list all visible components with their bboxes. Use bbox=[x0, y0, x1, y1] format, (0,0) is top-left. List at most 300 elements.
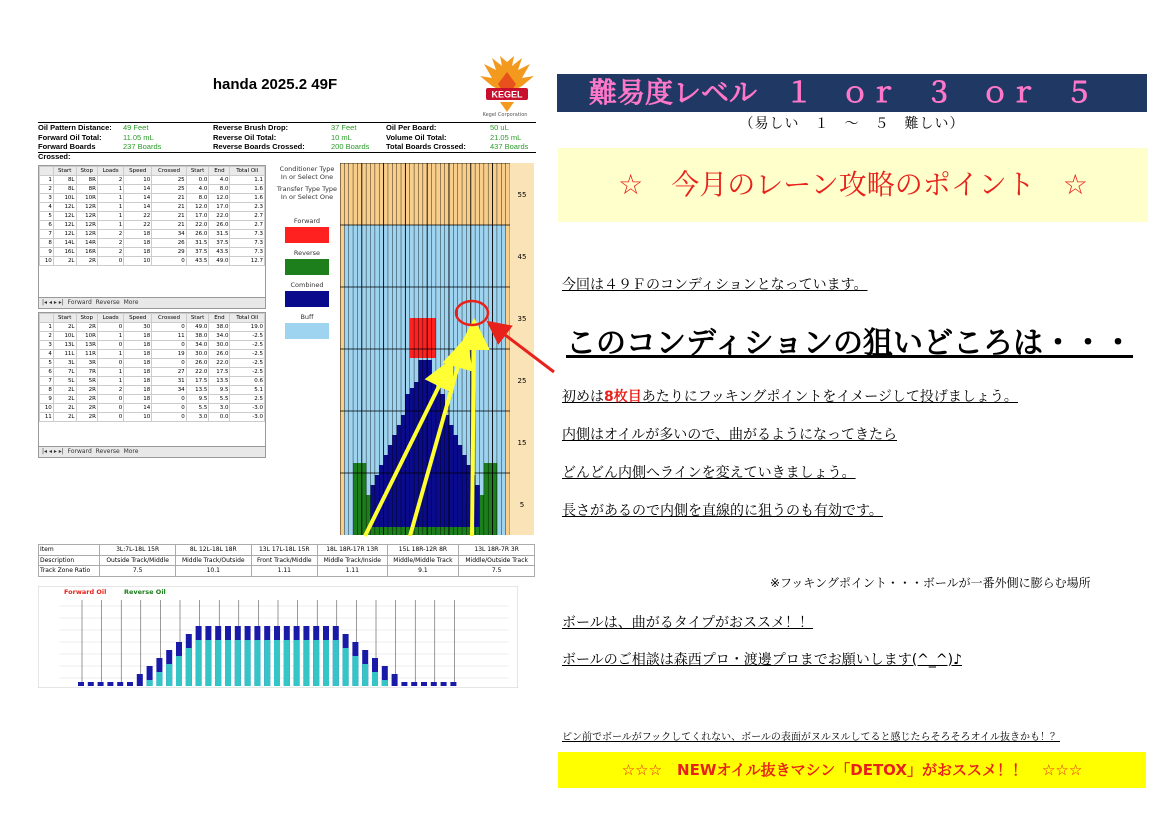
table-cell: 3R bbox=[76, 359, 97, 368]
table-cell: 22 bbox=[124, 212, 152, 221]
graph-bar-reverse bbox=[186, 648, 192, 686]
table-cell: 25 bbox=[152, 176, 186, 185]
table-cell: 10 bbox=[124, 176, 152, 185]
advice-line-1-pre: 初めは bbox=[562, 389, 604, 405]
table-cell: 2R bbox=[76, 386, 97, 395]
table-cell: 8 bbox=[40, 386, 54, 395]
table-header: Crossed bbox=[152, 314, 186, 323]
graph-bar-reverse bbox=[264, 640, 270, 686]
table-cell: 4 bbox=[40, 203, 54, 212]
table-header: Stop bbox=[76, 314, 97, 323]
kegel-logo bbox=[476, 54, 538, 116]
table-cell: 0 bbox=[97, 395, 123, 404]
reverse-oil-bar bbox=[479, 495, 484, 535]
table-header bbox=[40, 314, 54, 323]
summary-row bbox=[38, 142, 536, 161]
summary-label: Oil Per Board: bbox=[386, 123, 437, 132]
combined-oil-bar bbox=[471, 475, 476, 527]
table-cell: 0 bbox=[152, 323, 186, 332]
table-cell: 0.6 bbox=[230, 377, 265, 386]
combined-oil-bar bbox=[414, 382, 419, 527]
table-cell: 1.11 bbox=[318, 566, 388, 577]
table-cell: 14L bbox=[53, 239, 76, 248]
table-row bbox=[39, 555, 535, 566]
table-cell: 25 bbox=[152, 185, 186, 194]
table-cell: 2L bbox=[53, 323, 76, 332]
summary-label: Oil Pattern Distance: bbox=[38, 123, 112, 132]
summary-label: Total Boards Crossed: bbox=[386, 142, 466, 151]
table-cell: 2 bbox=[97, 239, 123, 248]
table-row bbox=[40, 323, 265, 332]
table-cell: 0 bbox=[152, 404, 186, 413]
table-cell: 10L bbox=[53, 194, 76, 203]
graph-bar-reverse bbox=[205, 640, 211, 686]
table-cell: 18 bbox=[124, 239, 152, 248]
table-cell: 1 bbox=[97, 203, 123, 212]
tab-more[interactable]: More bbox=[123, 299, 139, 306]
table-header: Loads bbox=[97, 314, 123, 323]
track-zone-table bbox=[38, 544, 535, 577]
graph-bar-total bbox=[78, 682, 84, 686]
graph-bar-reverse bbox=[372, 672, 378, 686]
table-cell: 4 bbox=[40, 350, 54, 359]
table-cell: -2.5 bbox=[230, 359, 265, 368]
table-row bbox=[40, 185, 265, 194]
table-cell: Item bbox=[39, 545, 100, 556]
table-cell: 0 bbox=[97, 404, 123, 413]
graph-bar-total bbox=[107, 682, 113, 686]
combined-oil-bar bbox=[427, 360, 432, 527]
table-cell: 31.5 bbox=[186, 239, 209, 248]
tab-reverse[interactable]: Reverse bbox=[95, 299, 120, 306]
distance-label: 15 bbox=[517, 439, 527, 447]
table-cell: 5.5 bbox=[186, 404, 209, 413]
summary-label: Forward Oil Total: bbox=[38, 132, 102, 142]
table-cell: 43.5 bbox=[209, 248, 230, 257]
advice-line-2: 内側はオイルが多いので、曲がるようになってきたら bbox=[562, 427, 898, 443]
table-cell: 17.5 bbox=[186, 377, 209, 386]
distance-label: 25 bbox=[517, 377, 527, 385]
table-cell: 8L bbox=[53, 185, 76, 194]
table-cell: 13L 17L-18L 15R bbox=[251, 545, 317, 556]
advice-line-1-post: あたりにフッキングポイントをイメージして投げましょう。 bbox=[641, 389, 1018, 405]
reverse-oil-bar bbox=[484, 463, 489, 535]
table-cell: 12L bbox=[53, 203, 76, 212]
table-cell: 4.0 bbox=[186, 185, 209, 194]
table-cell: 18 bbox=[124, 332, 152, 341]
graph-bar-reverse bbox=[215, 640, 221, 686]
oil-volume-graph bbox=[38, 586, 518, 688]
reverse-steps-window bbox=[38, 312, 266, 458]
table-header: Start bbox=[186, 167, 209, 176]
combined-oil-bar bbox=[432, 382, 437, 527]
table-cell: 3.0 bbox=[209, 404, 230, 413]
table-cell: 21 bbox=[152, 194, 186, 203]
table-cell: 13L bbox=[53, 341, 76, 350]
tab-more[interactable]: More bbox=[123, 448, 139, 455]
table-cell: 30.0 bbox=[186, 350, 209, 359]
advice-line-3: どんどん内側へラインを変えていきましょう。 bbox=[562, 465, 856, 481]
graph-bar-total bbox=[98, 682, 104, 686]
combined-oil-bar bbox=[384, 455, 389, 527]
reverse-sheet-tabs[interactable]: |◂ ◂ ▸ ▸| Forward Reverse More bbox=[39, 446, 265, 457]
table-cell: 2L bbox=[53, 413, 76, 422]
table-header: Crossed bbox=[152, 167, 186, 176]
table-cell: 0.0 bbox=[209, 413, 230, 422]
combined-oil-bar bbox=[458, 445, 463, 527]
difficulty-banner: 難易度レベル １ ｏｒ ３ ｏｒ ５ bbox=[557, 74, 1147, 112]
table-row bbox=[40, 257, 265, 266]
graph-bar-reverse bbox=[254, 640, 260, 686]
table-cell: 8.0 bbox=[209, 185, 230, 194]
summary-value: 237 Boards bbox=[123, 142, 162, 151]
conditioner-label: Conditioner Type In or Select One bbox=[279, 165, 335, 181]
table-row bbox=[40, 368, 265, 377]
summary-value: 21.05 mL bbox=[490, 132, 522, 142]
table-cell: 4.0 bbox=[209, 176, 230, 185]
table-cell: 19.0 bbox=[230, 323, 265, 332]
table-cell: 18 bbox=[124, 341, 152, 350]
table-cell: 3 bbox=[40, 341, 54, 350]
table-header: End bbox=[209, 314, 230, 323]
lane-legend bbox=[276, 165, 338, 345]
graph-bar-reverse bbox=[225, 640, 231, 686]
graph-bar-reverse bbox=[303, 640, 309, 686]
table-cell: 22.0 bbox=[186, 368, 209, 377]
table-row bbox=[40, 395, 265, 404]
table-cell: 2 bbox=[97, 230, 123, 239]
graph-bar-reverse bbox=[352, 656, 358, 686]
table-cell: 22.0 bbox=[186, 221, 209, 230]
graph-bar-reverse bbox=[313, 640, 319, 686]
detox-promo: ☆☆☆ NEWオイル抜きマシン「DETOX」がおススメ！！ ☆☆☆ bbox=[558, 752, 1146, 788]
table-cell: 9 bbox=[40, 248, 54, 257]
table-row bbox=[40, 413, 265, 422]
reverse-steps-table bbox=[39, 313, 265, 422]
table-header: Loads bbox=[97, 167, 123, 176]
table-cell: 1.6 bbox=[230, 194, 265, 203]
table-cell: 1 bbox=[97, 194, 123, 203]
table-cell: -2.5 bbox=[230, 341, 265, 350]
table-cell: 18 bbox=[124, 386, 152, 395]
table-row bbox=[40, 332, 265, 341]
table-cell: 9.5 bbox=[186, 395, 209, 404]
report-title: handa 2025.2 49F bbox=[212, 76, 338, 93]
table-cell: Description bbox=[39, 555, 100, 566]
table-cell: 0 bbox=[97, 341, 123, 350]
table-cell: Middle/Middle Track bbox=[387, 555, 459, 566]
table-cell: 22.0 bbox=[209, 359, 230, 368]
table-header: Total Oil bbox=[230, 167, 265, 176]
combined-oil-bar bbox=[397, 425, 402, 527]
table-header: End bbox=[209, 167, 230, 176]
table-cell: 8L 12L-18L 18R bbox=[175, 545, 251, 556]
table-row bbox=[40, 248, 265, 257]
table-cell: 7R bbox=[76, 368, 97, 377]
table-cell: 31.5 bbox=[209, 230, 230, 239]
forward-steps-window bbox=[38, 165, 266, 309]
table-cell: 34 bbox=[152, 386, 186, 395]
table-cell: 8R bbox=[76, 185, 97, 194]
reverse-oil-bar bbox=[366, 495, 371, 535]
table-header: Start bbox=[186, 314, 209, 323]
table-cell: 14R bbox=[76, 239, 97, 248]
summary-label: Reverse Oil Total: bbox=[213, 132, 277, 142]
table-cell: 3 bbox=[40, 194, 54, 203]
table-cell: 5R bbox=[76, 377, 97, 386]
table-cell: 12R bbox=[76, 203, 97, 212]
legend-forward-label: Forward bbox=[293, 217, 321, 225]
table-cell: 10R bbox=[76, 332, 97, 341]
table-cell: 1 bbox=[40, 323, 54, 332]
graph-bar-total bbox=[117, 682, 123, 686]
table-cell: 2 bbox=[97, 386, 123, 395]
table-cell: 10 bbox=[40, 257, 54, 266]
table-cell: 19 bbox=[152, 350, 186, 359]
graph-bar-total bbox=[450, 682, 456, 686]
table-cell: 26.0 bbox=[209, 350, 230, 359]
legend-combined-label: Combined bbox=[290, 281, 324, 289]
table-cell: 10.1 bbox=[175, 566, 251, 577]
table-cell: 10 bbox=[124, 257, 152, 266]
graph-bar-reverse bbox=[235, 640, 241, 686]
table-header: Start bbox=[53, 167, 76, 176]
table-cell: -3.0 bbox=[230, 413, 265, 422]
combined-oil-bar bbox=[475, 485, 480, 527]
table-cell: 12R bbox=[76, 221, 97, 230]
table-cell: 8R bbox=[76, 176, 97, 185]
table-cell: 1 bbox=[97, 368, 123, 377]
kegel-logo-caption: Kegel Corporation bbox=[482, 112, 528, 118]
table-cell: 10 bbox=[40, 404, 54, 413]
table-cell: 10L bbox=[53, 332, 76, 341]
combined-oil-bar bbox=[453, 435, 458, 527]
table-cell: 5 bbox=[40, 212, 54, 221]
combined-oil-bar bbox=[371, 485, 376, 527]
table-cell: 11R bbox=[76, 350, 97, 359]
table-cell: 0 bbox=[152, 395, 186, 404]
reverse-oil-bar bbox=[493, 463, 498, 535]
table-row bbox=[40, 359, 265, 368]
table-cell: 2.3 bbox=[230, 203, 265, 212]
table-cell: 1 bbox=[97, 350, 123, 359]
table-row bbox=[40, 386, 265, 395]
combined-oil-bar bbox=[410, 388, 415, 527]
combined-oil-bar bbox=[440, 394, 445, 527]
table-cell: 37.5 bbox=[209, 239, 230, 248]
table-cell: 29 bbox=[152, 248, 186, 257]
difficulty-scale: （易しい １ ～ ５ 難しい） bbox=[739, 116, 965, 132]
summary-row bbox=[38, 133, 536, 143]
table-cell: 8.0 bbox=[186, 194, 209, 203]
table-cell: 18 bbox=[124, 350, 152, 359]
oil-summary bbox=[38, 122, 536, 161]
table-cell: 31 bbox=[152, 377, 186, 386]
table-cell: 18 bbox=[124, 395, 152, 404]
svg-text:KEGEL: KEGEL bbox=[491, 89, 523, 100]
table-header: Total Oil bbox=[230, 314, 265, 323]
table-cell: 8 bbox=[40, 239, 54, 248]
table-row bbox=[39, 545, 535, 556]
table-cell: 5.5 bbox=[209, 395, 230, 404]
table-cell: 12L bbox=[53, 212, 76, 221]
table-row bbox=[40, 377, 265, 386]
graph-bar-reverse bbox=[274, 640, 280, 686]
ball-consultation: ボールのご相談は森西プロ・渡邊プロまでお願いします(^_^)♪ bbox=[562, 652, 963, 668]
advice-line-1 bbox=[562, 386, 1018, 406]
forward-steps-table bbox=[39, 166, 265, 266]
table-cell: 2.5 bbox=[230, 395, 265, 404]
tab-reverse[interactable]: Reverse bbox=[95, 448, 120, 455]
table-cell: 14 bbox=[124, 203, 152, 212]
graph-bar-reverse bbox=[333, 640, 339, 686]
table-row bbox=[39, 566, 535, 577]
table-row bbox=[40, 350, 265, 359]
table-cell: Middle Track/Outside bbox=[175, 555, 251, 566]
tab-forward[interactable]: Forward bbox=[67, 448, 92, 455]
table-cell: 18 bbox=[124, 359, 152, 368]
table-cell: 0.0 bbox=[186, 176, 209, 185]
table-cell: 16L bbox=[53, 248, 76, 257]
table-cell: 18 bbox=[124, 230, 152, 239]
summary-value: 11.05 mL bbox=[123, 132, 154, 142]
table-cell: 49.0 bbox=[209, 257, 230, 266]
table-header bbox=[40, 167, 54, 176]
ball-recommendation: ボールは、曲がるタイプがおススメ！！ bbox=[562, 615, 814, 631]
table-cell: 17.0 bbox=[186, 212, 209, 221]
table-cell: 21 bbox=[152, 221, 186, 230]
table-cell: 18 bbox=[124, 368, 152, 377]
table-cell: 22 bbox=[124, 221, 152, 230]
table-row bbox=[40, 239, 265, 248]
table-row bbox=[40, 203, 265, 212]
table-cell: 43.5 bbox=[186, 257, 209, 266]
summary-value: 10 mL bbox=[331, 132, 352, 142]
table-cell: 30.0 bbox=[209, 341, 230, 350]
table-cell: 26.0 bbox=[186, 230, 209, 239]
table-cell: 11 bbox=[152, 332, 186, 341]
distance-label: 45 bbox=[517, 253, 527, 261]
graph-bar-total bbox=[401, 682, 407, 686]
graph-bar-total bbox=[441, 682, 447, 686]
table-cell: 12.0 bbox=[186, 203, 209, 212]
graph-bar-reverse bbox=[343, 648, 349, 686]
table-cell: 38.0 bbox=[186, 332, 209, 341]
legend-reverse-swatch bbox=[285, 259, 329, 275]
table-cell: 12.7 bbox=[230, 257, 265, 266]
table-cell: 9.5 bbox=[209, 386, 230, 395]
legend-buff-label: Buff bbox=[300, 313, 314, 321]
graph-bar-reverse bbox=[245, 640, 251, 686]
table-cell: 13R bbox=[76, 341, 97, 350]
table-cell: 21 bbox=[152, 212, 186, 221]
table-cell: 7.3 bbox=[230, 239, 265, 248]
table-cell: 38.0 bbox=[209, 323, 230, 332]
summary-label: Volume Oil Total: bbox=[386, 132, 447, 142]
table-cell: 0 bbox=[152, 257, 186, 266]
reverse-oil-bar bbox=[353, 463, 358, 535]
table-cell: 1 bbox=[97, 221, 123, 230]
table-header: Stop bbox=[76, 167, 97, 176]
table-cell: 1.6 bbox=[230, 185, 265, 194]
table-cell: 11 bbox=[40, 413, 54, 422]
table-cell: 3L bbox=[53, 359, 76, 368]
graph-bar-reverse bbox=[166, 664, 172, 686]
combined-oil-bar bbox=[405, 394, 410, 527]
tab-forward[interactable]: Forward bbox=[67, 299, 92, 306]
table-cell: 2R bbox=[76, 323, 97, 332]
legend-forward-swatch bbox=[285, 227, 329, 243]
table-cell: 2 bbox=[40, 185, 54, 194]
table-cell: 12L bbox=[53, 221, 76, 230]
table-header: Start bbox=[53, 314, 76, 323]
table-cell: 2R bbox=[76, 404, 97, 413]
table-cell: 18 bbox=[124, 377, 152, 386]
table-cell: 0 bbox=[97, 413, 123, 422]
target-headline: このコンディションの狙いどころは・・・ bbox=[566, 326, 1133, 361]
table-cell: 2L bbox=[53, 395, 76, 404]
distance-scale bbox=[510, 163, 534, 535]
table-row bbox=[40, 230, 265, 239]
table-cell: 1.11 bbox=[251, 566, 317, 577]
table-cell: 34.0 bbox=[186, 341, 209, 350]
reverse-oil-bar bbox=[362, 463, 367, 535]
table-cell: 30 bbox=[124, 323, 152, 332]
table-cell: 0 bbox=[152, 341, 186, 350]
table-cell: Outside Track/Middle bbox=[100, 555, 176, 566]
table-cell: -2.5 bbox=[230, 350, 265, 359]
table-cell: 1 bbox=[97, 332, 123, 341]
table-cell: 2 bbox=[97, 176, 123, 185]
table-cell: 6 bbox=[40, 368, 54, 377]
table-cell: 21 bbox=[152, 203, 186, 212]
table-cell: 18L 18R-17R 13R bbox=[318, 545, 388, 556]
table-cell: 2L bbox=[53, 386, 76, 395]
table-cell: Front Track/Middle bbox=[251, 555, 317, 566]
table-cell: 2.7 bbox=[230, 212, 265, 221]
advice-board-highlight: 8枚目 bbox=[604, 389, 642, 405]
transfer-label: Transfer Type Type In or Select One bbox=[276, 185, 338, 201]
table-cell: Middle/Outside Track bbox=[459, 555, 535, 566]
table-cell: 26 bbox=[152, 239, 186, 248]
table-cell: 14 bbox=[124, 404, 152, 413]
table-cell: Track Zone Ratio bbox=[39, 566, 100, 577]
lane-oil-diagram bbox=[340, 163, 534, 535]
table-cell: 22.0 bbox=[209, 212, 230, 221]
table-row bbox=[40, 212, 265, 221]
graph-bar-total bbox=[392, 674, 398, 686]
table-cell: 27 bbox=[152, 368, 186, 377]
hooking-point-note: ※フッキングポイント・・・ボールが一番外側に膨らむ場所 bbox=[770, 576, 1091, 590]
table-cell: 7.5 bbox=[459, 566, 535, 577]
combined-oil-bar bbox=[449, 425, 454, 527]
summary-value: 49 Feet bbox=[123, 123, 149, 132]
forward-sheet-tabs[interactable]: |◂ ◂ ▸ ▸| Forward Reverse More bbox=[39, 297, 265, 308]
combined-oil-bar bbox=[388, 445, 393, 527]
table-cell: 2R bbox=[76, 395, 97, 404]
table-cell: 7.3 bbox=[230, 230, 265, 239]
graph-bar-total bbox=[137, 674, 143, 686]
table-cell: 14 bbox=[124, 185, 152, 194]
table-cell: 10R bbox=[76, 194, 97, 203]
table-row bbox=[40, 194, 265, 203]
summary-value: 200 Boards bbox=[331, 142, 370, 151]
table-cell: 2.7 bbox=[230, 221, 265, 230]
summary-value: 437 Boards bbox=[490, 142, 529, 151]
table-cell: 12.0 bbox=[209, 194, 230, 203]
table-cell: 17.0 bbox=[209, 203, 230, 212]
combined-oil-bar bbox=[418, 360, 423, 527]
